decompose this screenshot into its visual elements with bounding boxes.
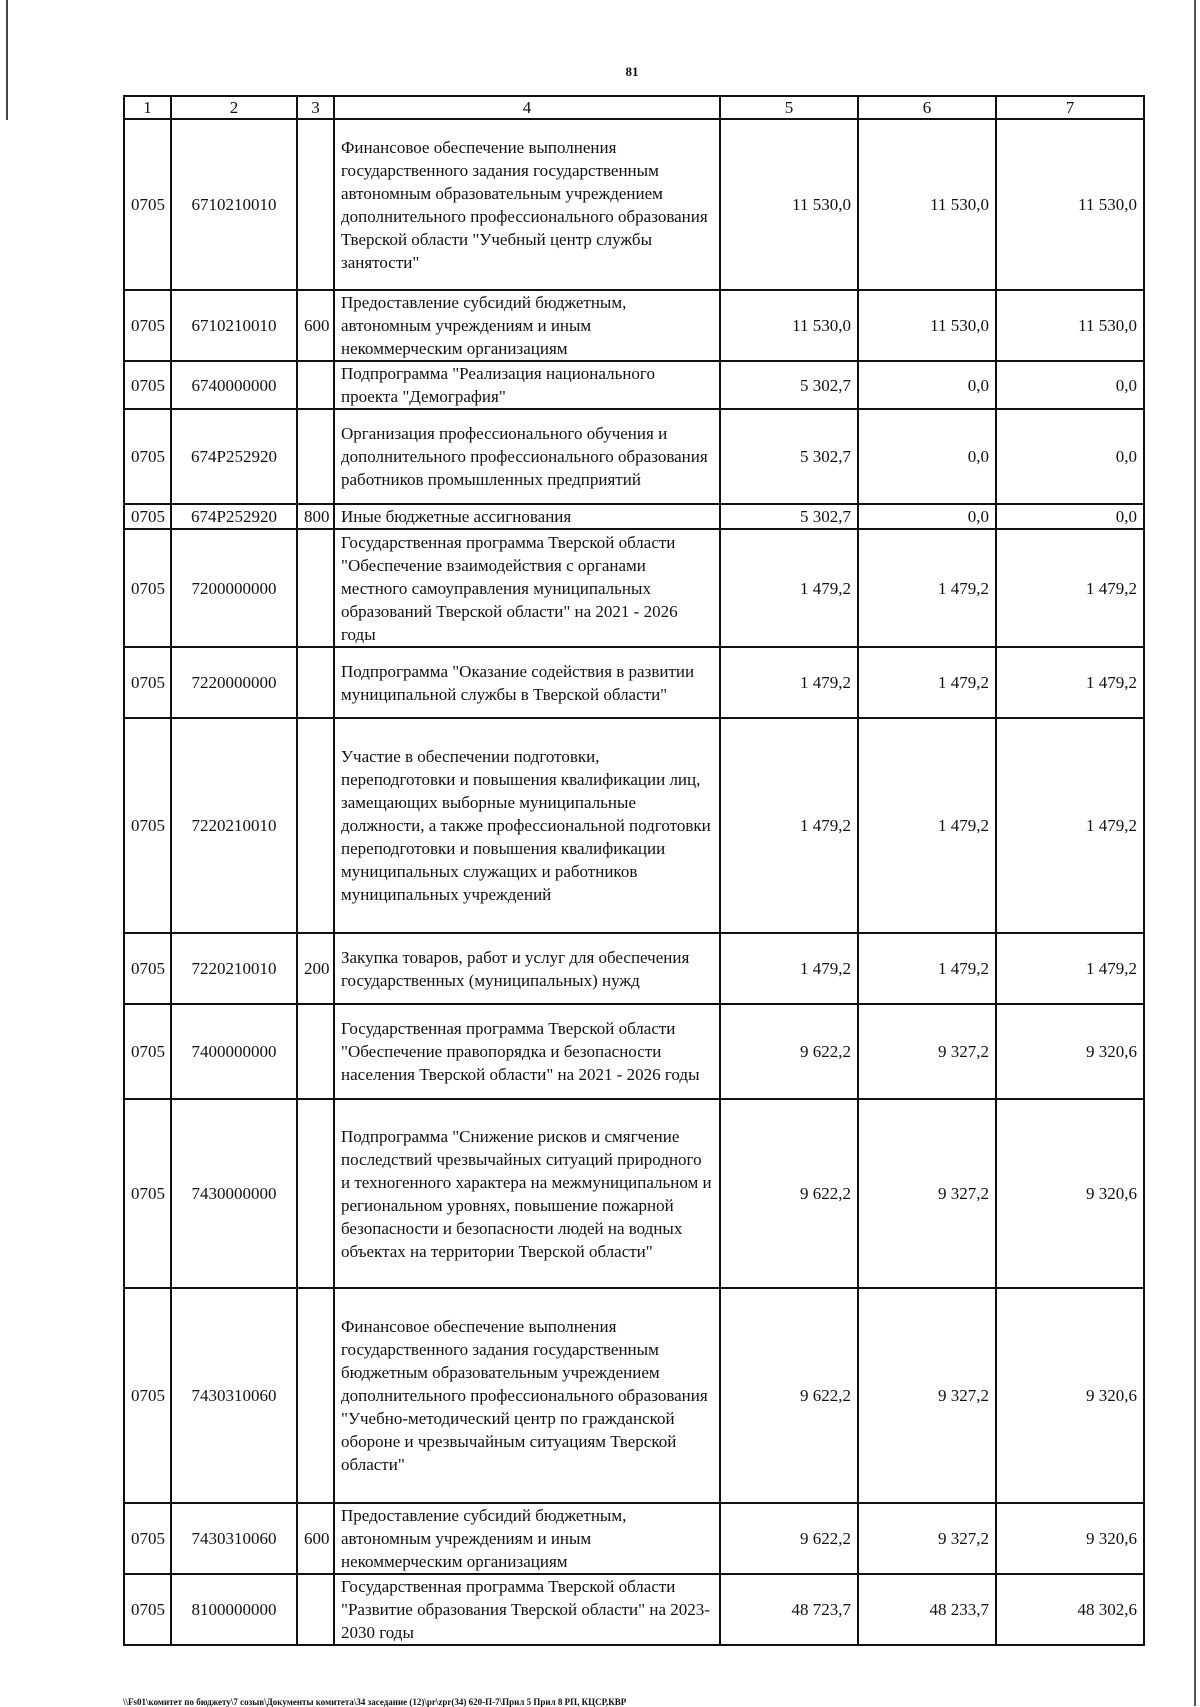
name-cell: Закупка товаров, работ и услуг для обеспечения государственных (муниципальных) нужд [334, 933, 720, 1004]
target-code-cell: 674P252920 [171, 409, 297, 504]
amount-col-6: 0,0 [858, 409, 996, 504]
header-col-4: 4 [334, 96, 720, 119]
expense-type-cell [297, 409, 334, 504]
scan-edge-line [6, 0, 8, 120]
target-code-cell: 7200000000 [171, 529, 297, 647]
table-row [124, 290, 1144, 361]
document-file-path: \\Fs01\комитет по бюджету\7 созыв\Документы комитета\34 заседание (12)\pr\zpr(34) 620-П-7\Прил 5 Прил 8 РП, КЦСР,КВР [123, 1697, 627, 1707]
amount-col-6: 0,0 [858, 361, 996, 409]
expense-type-cell: 800 [297, 504, 334, 529]
table-row [124, 1099, 1144, 1288]
section-cell: 0705 [124, 1004, 171, 1099]
table-row [124, 1574, 1144, 1645]
name-cell: Иные бюджетные ассигнования [334, 504, 720, 529]
header-col-1: 1 [124, 96, 171, 119]
amount-col-7: 1 479,2 [996, 718, 1144, 933]
name-cell: Подпрограмма "Реализация национального проекта "Демография" [334, 361, 720, 409]
amount-col-7: 0,0 [996, 361, 1144, 409]
table-row [124, 647, 1144, 718]
target-code-cell: 7220000000 [171, 647, 297, 718]
amount-col-6: 9 327,2 [858, 1004, 996, 1099]
amount-col-5: 5 302,7 [720, 409, 858, 504]
expense-type-cell [297, 361, 334, 409]
header-col-6: 6 [858, 96, 996, 119]
table-row [124, 529, 1144, 647]
amount-col-7: 9 320,6 [996, 1503, 1144, 1574]
amount-col-5: 1 479,2 [720, 529, 858, 647]
target-code-cell: 6740000000 [171, 361, 297, 409]
amount-col-7: 48 302,6 [996, 1574, 1144, 1645]
name-cell: Государственная программа Тверской области "Обеспечение правопорядка и безопасности населения Тверской области" на 2021 - 2026 годы [334, 1004, 720, 1099]
name-cell: Государственная программа Тверской области "Развитие образования Тверской области" на 2023-2030 годы [334, 1574, 720, 1645]
section-cell: 0705 [124, 529, 171, 647]
expense-type-cell [297, 1099, 334, 1288]
amount-col-6: 1 479,2 [858, 529, 996, 647]
name-cell: Подпрограмма "Снижение рисков и смягчение последствий чрезвычайных ситуаций природного и техногенного характера на межмуниципальном и региональном уровнях, повышение пожарной безопасности и безопасности людей на водных объектах на территории Тверской области" [334, 1099, 720, 1288]
target-code-cell: 674P252920 [171, 504, 297, 529]
header-col-2: 2 [171, 96, 297, 119]
section-cell: 0705 [124, 1574, 171, 1645]
amount-col-7: 1 479,2 [996, 529, 1144, 647]
amount-col-5: 1 479,2 [720, 718, 858, 933]
name-cell: Подпрограмма "Оказание содействия в развитии муниципальной службы в Тверской области" [334, 647, 720, 718]
amount-col-5: 9 622,2 [720, 1288, 858, 1503]
amount-col-6: 1 479,2 [858, 647, 996, 718]
amount-col-6: 11 530,0 [858, 290, 996, 361]
section-cell: 0705 [124, 1503, 171, 1574]
expense-type-cell [297, 1288, 334, 1503]
amount-col-5: 9 622,2 [720, 1503, 858, 1574]
header-row [124, 96, 1144, 119]
name-cell: Финансовое обеспечение выполнения государственного задания государственным автономным образовательным учреждением дополнительного профессионального образования Тверской области "Учебный центр службы занятости" [334, 119, 720, 290]
target-code-cell: 7400000000 [171, 1004, 297, 1099]
target-code-cell: 6710210010 [171, 119, 297, 290]
amount-col-5: 1 479,2 [720, 933, 858, 1004]
name-cell: Предоставление субсидий бюджетным, автономным учреждениям и иным некоммерческим организациям [334, 290, 720, 361]
section-cell: 0705 [124, 1288, 171, 1503]
amount-col-6: 48 233,7 [858, 1574, 996, 1645]
header-col-7: 7 [996, 96, 1144, 119]
section-cell: 0705 [124, 361, 171, 409]
amount-col-6: 9 327,2 [858, 1503, 996, 1574]
table-row [124, 1288, 1144, 1503]
header-col-3: 3 [297, 96, 334, 119]
expense-type-cell [297, 529, 334, 647]
expense-type-cell [297, 647, 334, 718]
amount-col-5: 9 622,2 [720, 1099, 858, 1288]
amount-col-7: 1 479,2 [996, 933, 1144, 1004]
expense-type-cell: 600 [297, 1503, 334, 1574]
table-row [124, 933, 1144, 1004]
section-cell: 0705 [124, 1099, 171, 1288]
amount-col-7: 11 530,0 [996, 119, 1144, 290]
name-cell: Организация профессионального обучения и дополнительного профессионального образования работников промышленных предприятий [334, 409, 720, 504]
table-row [124, 409, 1144, 504]
expense-type-cell: 600 [297, 290, 334, 361]
amount-col-7: 1 479,2 [996, 647, 1144, 718]
amount-col-7: 11 530,0 [996, 290, 1144, 361]
scan-edge-line-right [1194, 0, 1196, 1706]
expense-type-cell [297, 718, 334, 933]
section-cell: 0705 [124, 290, 171, 361]
section-cell: 0705 [124, 647, 171, 718]
amount-col-6: 9 327,2 [858, 1099, 996, 1288]
page-number: 81 [625, 64, 639, 79]
section-cell: 0705 [124, 119, 171, 290]
table-row [124, 361, 1144, 409]
name-cell: Участие в обеспечении подготовки, переподготовки и повышения квалификации лиц, замещающих выборные муниципальные должности, а также профессиональной подготовки переподготовки и повышения квалификации муниципальных служащих и работников муниципальных учреждений [334, 718, 720, 933]
amount-col-5: 1 479,2 [720, 647, 858, 718]
section-cell: 0705 [124, 933, 171, 1004]
amount-col-5: 9 622,2 [720, 1004, 858, 1099]
table-row [124, 1004, 1144, 1099]
expense-type-cell: 200 [297, 933, 334, 1004]
target-code-cell: 7430310060 [171, 1503, 297, 1574]
target-code-cell: 7430000000 [171, 1099, 297, 1288]
section-cell: 0705 [124, 718, 171, 933]
amount-col-5: 11 530,0 [720, 119, 858, 290]
amount-col-5: 5 302,7 [720, 504, 858, 529]
target-code-cell: 7430310060 [171, 1288, 297, 1503]
name-cell: Предоставление субсидий бюджетным, автономным учреждениям и иным некоммерческим организациям [334, 1503, 720, 1574]
expense-type-cell [297, 1574, 334, 1645]
header-col-5: 5 [720, 96, 858, 119]
target-code-cell: 7220210010 [171, 933, 297, 1004]
amount-col-5: 5 302,7 [720, 361, 858, 409]
name-cell: Государственная программа Тверской области "Обеспечение взаимодействия с органами местного самоуправления муниципальных образований Тверской области" на 2021 - 2026 годы [334, 529, 720, 647]
amount-col-6: 9 327,2 [858, 1288, 996, 1503]
table-row [124, 504, 1144, 529]
expense-type-cell [297, 1004, 334, 1099]
amount-col-7: 0,0 [996, 409, 1144, 504]
table-row [124, 119, 1144, 290]
amount-col-6: 1 479,2 [858, 933, 996, 1004]
target-code-cell: 8100000000 [171, 1574, 297, 1645]
amount-col-7: 0,0 [996, 504, 1144, 529]
section-cell: 0705 [124, 504, 171, 529]
budget-table [123, 95, 1145, 1646]
name-cell: Финансовое обеспечение выполнения государственного задания государственным бюджетным образовательным учреждением дополнительного профессионального образования "Учебно-методический центр по гражданской обороне и чрезвычайным ситуациям Тверской области" [334, 1288, 720, 1503]
expense-type-cell [297, 119, 334, 290]
table-row [124, 1503, 1144, 1574]
amount-col-6: 0,0 [858, 504, 996, 529]
amount-col-7: 9 320,6 [996, 1099, 1144, 1288]
amount-col-6: 11 530,0 [858, 119, 996, 290]
target-code-cell: 7220210010 [171, 718, 297, 933]
amount-col-6: 1 479,2 [858, 718, 996, 933]
table-row [124, 718, 1144, 933]
target-code-cell: 6710210010 [171, 290, 297, 361]
amount-col-5: 11 530,0 [720, 290, 858, 361]
amount-col-5: 48 723,7 [720, 1574, 858, 1645]
amount-col-7: 9 320,6 [996, 1004, 1144, 1099]
section-cell: 0705 [124, 409, 171, 504]
amount-col-7: 9 320,6 [996, 1288, 1144, 1503]
